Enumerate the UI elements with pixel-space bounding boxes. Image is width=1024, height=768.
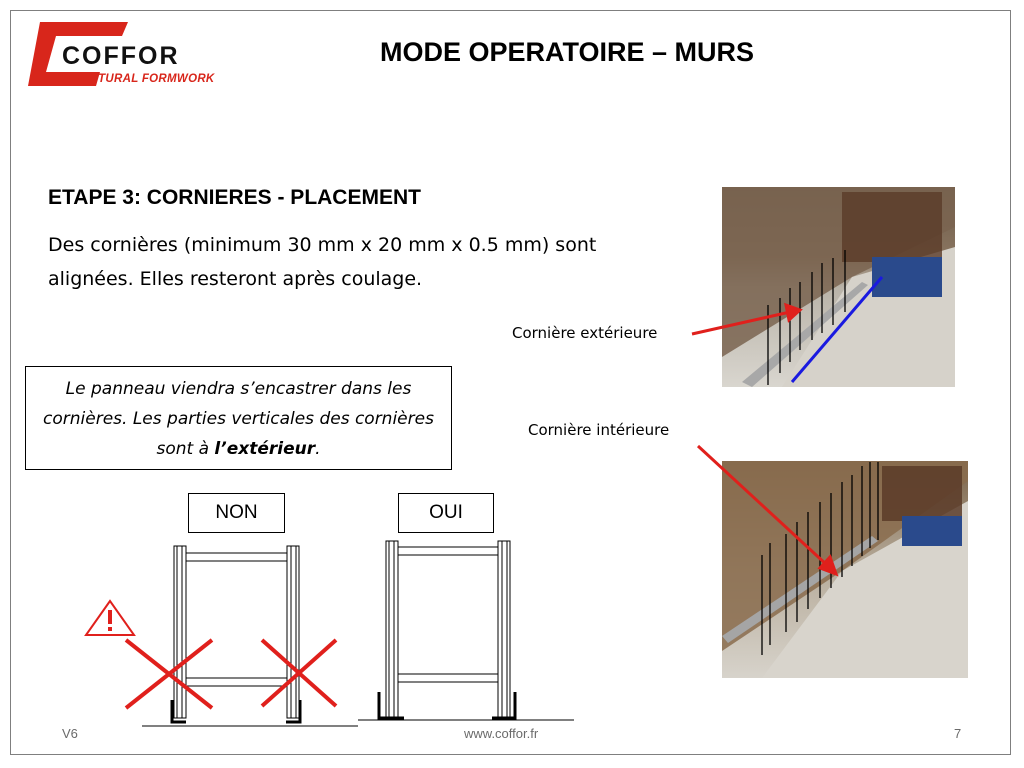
outer-angle-caption: Cornière extérieure [512,324,658,342]
page-title: MODE OPERATOIRE – MURS [380,37,755,67]
inner-angle-caption: Cornière intérieure [528,421,670,439]
wrong-cross-left [126,640,212,708]
logo-wordmark: COFFOR [62,42,180,70]
right-label: OUI [398,493,494,533]
arrow-inner [698,446,836,574]
footer-page-number: 7 [954,726,962,741]
correct-placement-diagram [358,541,574,720]
rods-top-photo [768,250,845,385]
footer-version: V6 [62,726,78,741]
step-description: Des cornières (minimum 30 mm x 20 mm x 0.5 mm) sont alignées. Elles resteront après coulage. [48,234,597,290]
wrong-label: NON [188,493,285,533]
note-emphasis: l’extérieur [214,439,316,459]
step-title: ETAPE 3: CORNIERES - PLACEMENT [48,186,421,209]
warning-icon [86,601,134,635]
note-text: Le panneau viendra s’encastrer dans les cornières. Les parties verticales des cornières sont à [43,379,434,459]
footer-url[interactable]: www.coffor.fr [464,726,539,741]
arrow-outer [692,305,800,334]
note-text-end: . [315,439,321,459]
logo-tagline: STRUCTURAL FORMWORK [57,73,215,85]
